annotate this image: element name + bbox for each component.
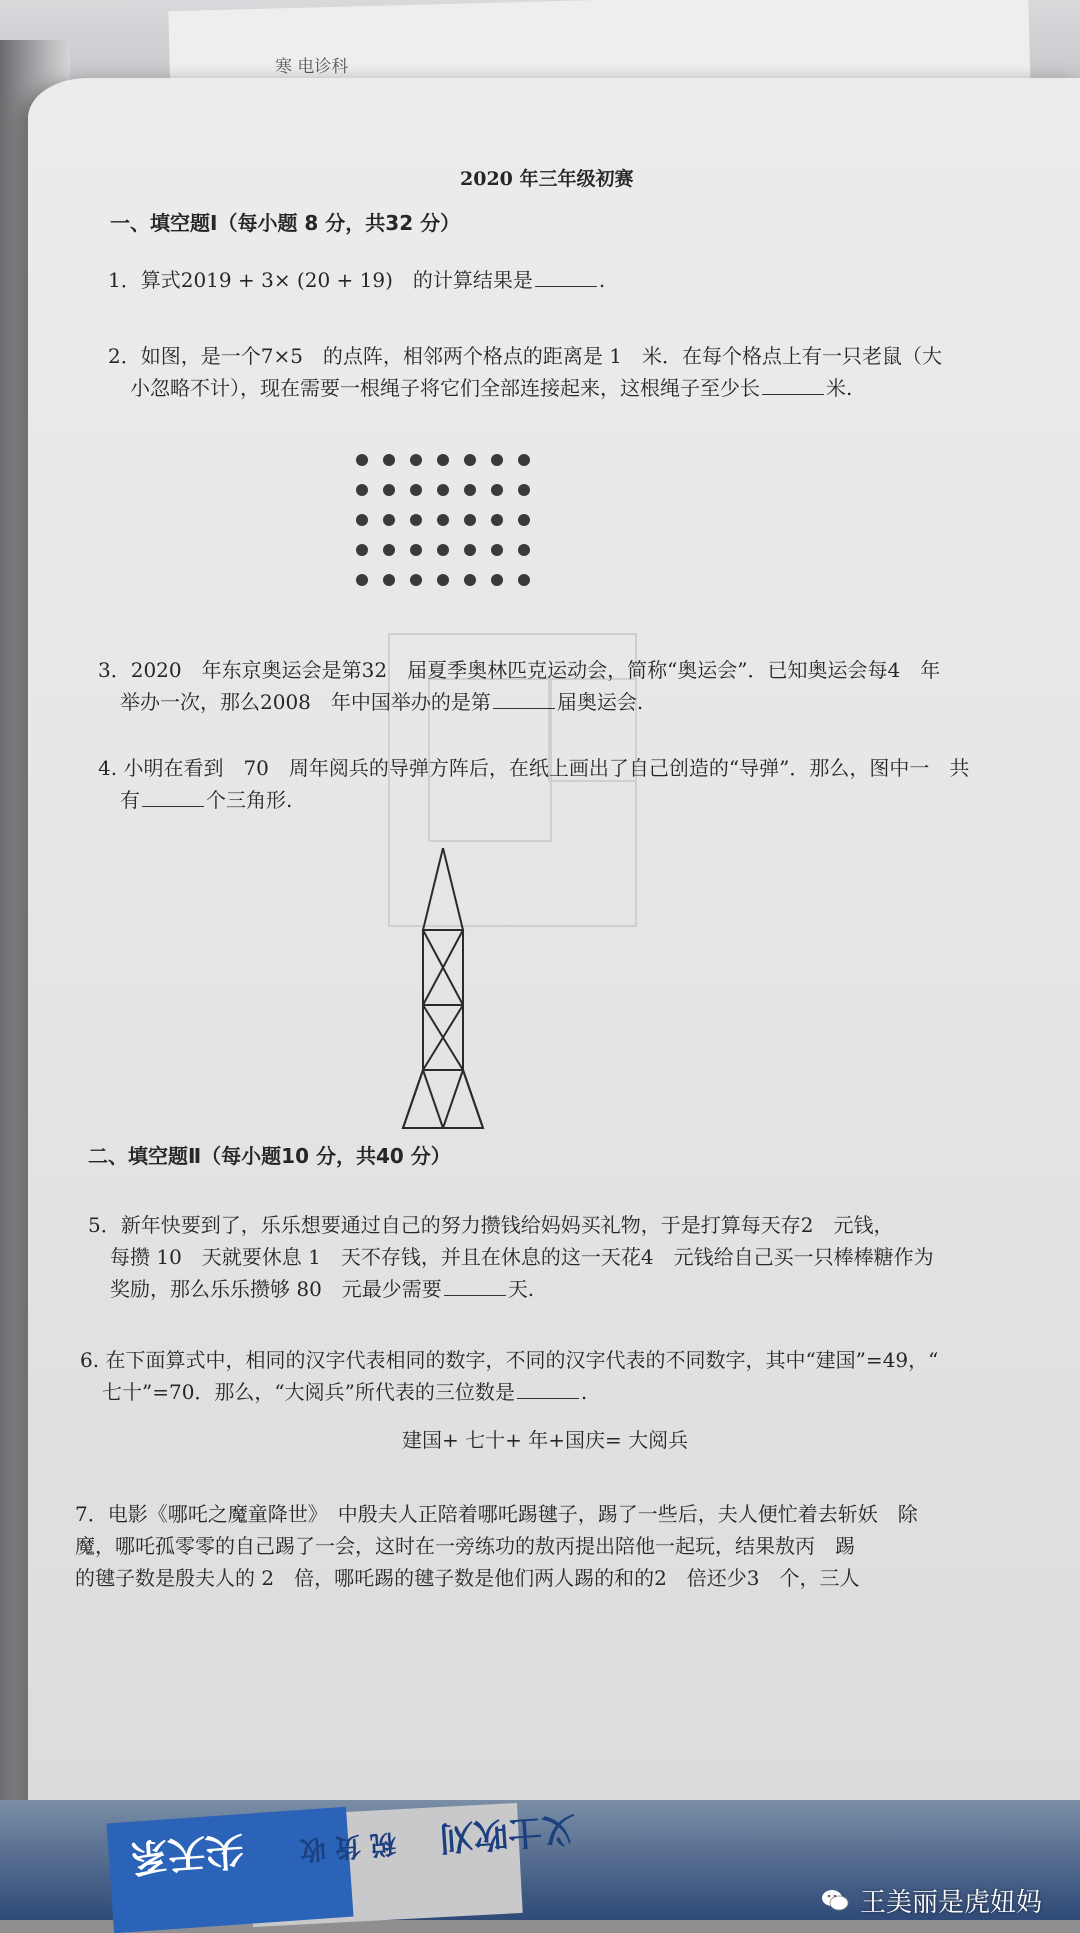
- answer-blank-6: [517, 1397, 579, 1399]
- question-7-line-1: 7．电影《哪吒之魔童降世》 中殷夫人正陪着哪吒踢毽子，踢了一些后，夫人便忙着去斩妖 除: [75, 1502, 918, 1526]
- question-6-line-1: 6. 在下面算式中，相同的汉字代表相同的数字，不同的汉字代表的不同数字，其中“建国”=49，“: [80, 1348, 939, 1372]
- lattice-dot: [383, 514, 395, 526]
- answer-blank-1: [535, 285, 597, 287]
- question-1-tail: .: [598, 268, 606, 292]
- lattice-dot: [410, 454, 422, 466]
- lattice-dot: [518, 514, 530, 526]
- watermark-text: 王美丽是虎妞妈: [860, 1887, 1043, 1918]
- lattice-dot: [437, 454, 449, 466]
- question-7-line-3: 的毽子数是殷夫人的 2 倍，哪吒踢的毽子数是他们两人踢的和的2 倍还少3 个，三人: [75, 1566, 860, 1590]
- question-2-tail: 米.: [826, 376, 853, 400]
- lattice-dot: [437, 544, 449, 556]
- lattice-dot: [437, 484, 449, 496]
- book-title-text: 义士吹刈: [438, 1808, 577, 1858]
- lattice-dot: [464, 544, 476, 556]
- section-2-heading: 二、填空题Ⅱ（每小题10 分，共40 分）: [88, 1144, 451, 1168]
- lattice-dot: [410, 544, 422, 556]
- answer-blank-4: [142, 805, 204, 807]
- exam-title: 2020 年三年级初赛: [460, 168, 634, 190]
- lattice-dot: [383, 574, 395, 586]
- lattice-dot: [491, 484, 503, 496]
- question-5-tail: 天.: [507, 1277, 535, 1301]
- exam-page: [28, 78, 1080, 1820]
- section-1-heading: 一、填空题Ⅰ（每小题 8 分，共32 分）: [110, 211, 461, 235]
- lattice-dot: [491, 544, 503, 556]
- lattice-dot: [491, 454, 503, 466]
- lattice-dot: [383, 544, 395, 556]
- question-5-line-2: 每攒 10 天就要休息 1 天不存钱，并且在休息的这一天花4 元钱给自己买一只棒棒糖作为: [110, 1245, 934, 1269]
- lattice-dot: [410, 574, 422, 586]
- question-2-line-1: 2．如图，是一个7×5 的点阵，相邻两个格点的距离是 1 米．在每个格点上有一只老鼠（大: [108, 344, 943, 368]
- lattice-dot: [518, 544, 530, 556]
- question-6-tail: .: [580, 1380, 588, 1404]
- question-4-tail: 个三角形.: [206, 788, 293, 812]
- question-6-text: 七十”=70．那么，“大阅兵”所代表的三位数是: [102, 1380, 515, 1404]
- lattice-dot: [437, 574, 449, 586]
- lattice-dot: [383, 484, 395, 496]
- question-3-text: 举办一次，那么2008 年中国举办的是第: [120, 690, 491, 714]
- lattice-dot: [356, 544, 368, 556]
- question-2-line-2: [130, 378, 852, 398]
- answer-blank-3: [493, 707, 555, 709]
- book-title-text: 税 货 收: [298, 1827, 397, 1865]
- watermark: [820, 1880, 1042, 1920]
- lattice-dot: [464, 484, 476, 496]
- underlying-paper-text: 寒 电诊科: [275, 57, 349, 77]
- book-title-text: 尖天系: [128, 1828, 246, 1880]
- lattice-dot: [464, 514, 476, 526]
- lattice-dot: [410, 484, 422, 496]
- lattice-dot: [356, 514, 368, 526]
- lattice-dot: [491, 574, 503, 586]
- lattice-dot: [518, 574, 530, 586]
- wechat-icon: [820, 1885, 850, 1915]
- lattice-dot: [491, 514, 503, 526]
- question-3-tail: 届奥运会.: [556, 690, 644, 714]
- question-1-text: 1．算式2019 + 3× (20 + 19) 的计算结果是: [108, 268, 533, 292]
- question-6-line-2: [102, 1382, 587, 1402]
- lattice-dot: [518, 454, 530, 466]
- question-4-text: 有: [120, 788, 140, 812]
- question-4-line-1: 4. 小明在看到 70 周年阅兵的导弹方阵后，在纸上画出了自己创造的“导弹”．那么，图中一 共: [98, 756, 970, 780]
- question-7-line-2: 魔，哪吒孤零零的自己踢了一会，这时在一旁练功的敖丙提出陪他一起玩，结果敖丙 踢: [75, 1534, 855, 1558]
- lattice-dot: [464, 454, 476, 466]
- lattice-dot: [356, 454, 368, 466]
- lattice-dot: [356, 574, 368, 586]
- lattice-dot: [356, 484, 368, 496]
- lattice-dot: [518, 484, 530, 496]
- question-5-text: 奖励，那么乐乐攒够 80 元最少需要: [110, 1277, 442, 1301]
- question-3-line-2: [120, 692, 643, 712]
- lattice-dot: [410, 514, 422, 526]
- missile-triangle-figure: [388, 848, 498, 1148]
- dot-lattice-figure: [348, 448, 548, 593]
- lattice-dot: [464, 574, 476, 586]
- answer-blank-2: [762, 393, 824, 395]
- lattice-dot: [383, 454, 395, 466]
- lattice-dot: [437, 514, 449, 526]
- question-5-line-1: 5．新年快要到了，乐乐想要通过自己的努力攒钱给妈妈买礼物，于是打算每天存2 元钱，: [88, 1213, 894, 1237]
- question-5-line-3: [110, 1279, 534, 1299]
- answer-blank-5: [444, 1294, 506, 1296]
- question-4-line-2: [120, 790, 292, 810]
- question-3-line-1: 3．2020 年东京奥运会是第32 届夏季奥林匹克运动会，简称“奥运会”．已知奥运会每4 年: [98, 658, 941, 682]
- question-2-text: 小忽略不计），现在需要一根绳子将它们全部连接起来，这根绳子至少长: [130, 376, 760, 400]
- question-1: [108, 270, 605, 290]
- question-6-equation: 建国+ 七十+ 年+国庆= 大阅兵: [402, 1428, 689, 1452]
